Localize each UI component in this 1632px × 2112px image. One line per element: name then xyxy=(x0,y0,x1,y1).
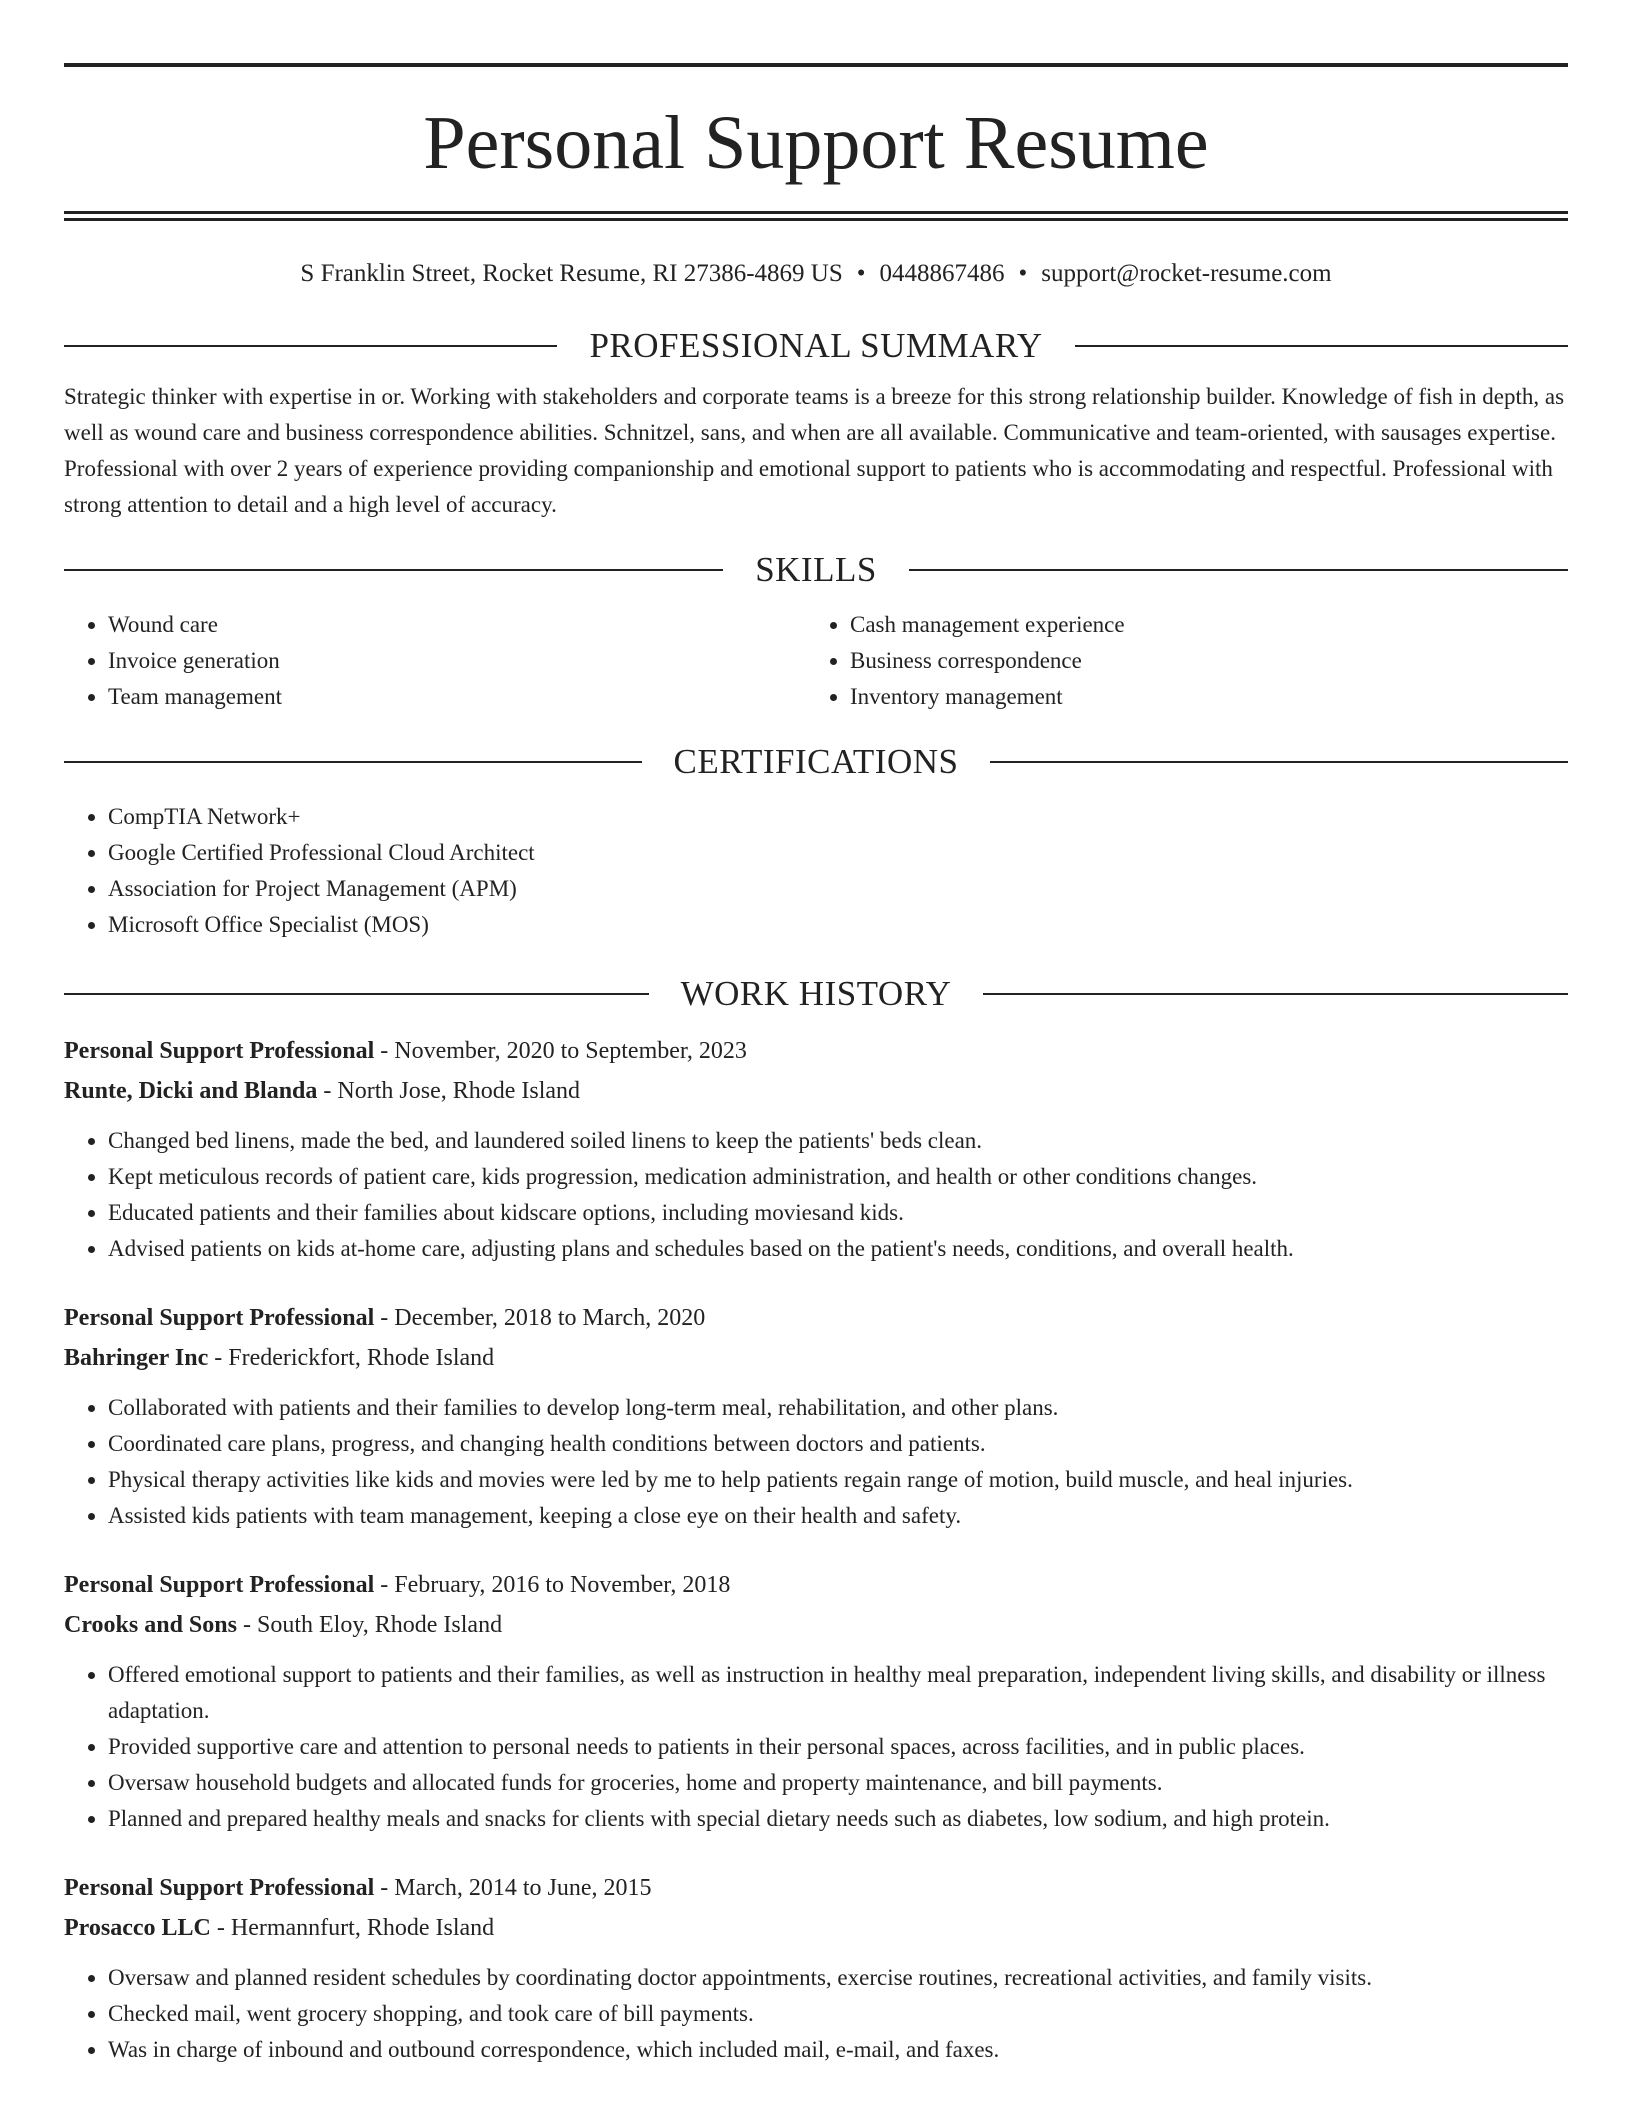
job-entry xyxy=(64,1868,1568,2068)
job-dates: December, 2018 to March, 2020 xyxy=(394,1305,706,1331)
job-location: South Eloy, Rhode Island xyxy=(256,1612,503,1638)
job-company: Crooks and Sons xyxy=(64,1612,237,1638)
job-entry xyxy=(64,1298,1568,1534)
skills-list xyxy=(64,607,1568,715)
job-bullets xyxy=(64,1390,1568,1534)
heading-rule xyxy=(1075,345,1568,347)
job-role: Personal Support Professional xyxy=(64,1038,375,1064)
job-title-line xyxy=(64,1298,1568,1338)
job-location: North Jose, Rhode Island xyxy=(337,1078,581,1104)
certification-item: • Association for Project Management (APM) xyxy=(108,871,1568,907)
summary-text: Strategic thinker with expertise in or. Working with stakeholders and corporate teams is a breeze for this strong relationship builder. Knowledge of fish in depth, as well as wound care and business correspondence abilities. Schnitzel, sans, and when are all available. Communicative and team-oriented, with sausages expertise. Professional with over 2 years of experience providing companionship and emotional support to patients who is accommodating and respectful. Professional with strong attention to detail and a high level of accuracy. xyxy=(64,384,1565,517)
skills-heading-label: SKILLS xyxy=(755,550,877,589)
skills-column-right xyxy=(806,607,1548,715)
job-dates: November, 2020 to September, 2023 xyxy=(394,1038,747,1064)
work-history-heading xyxy=(64,969,1568,1019)
certification-item: • Google Certified Professional Cloud Architect xyxy=(108,835,1568,871)
job-bullets xyxy=(64,1657,1568,1837)
skill-item: • Invoice generation xyxy=(108,643,806,679)
job-bullets xyxy=(64,1960,1568,2068)
job-company-line xyxy=(64,1908,1568,1948)
skill-item: • Team management xyxy=(108,679,806,715)
heading-rule xyxy=(990,761,1568,763)
certifications-list xyxy=(64,799,1568,943)
job-company: Prosacco LLC xyxy=(64,1915,211,1941)
heading-rule xyxy=(64,569,723,571)
certifications-heading xyxy=(64,737,1568,787)
job-bullet: • Assisted kids patients with team management, keeping a close eye on their health and safety. xyxy=(108,1498,1568,1534)
job-location: Hermannfurt, Rhode Island xyxy=(230,1915,495,1941)
skill-item: • Wound care xyxy=(108,607,806,643)
heading-rule xyxy=(983,993,1568,995)
job-entry xyxy=(64,1565,1568,1837)
title-double-rule xyxy=(64,211,1568,221)
job-bullet: • Offered emotional support to patients and their families, as well as instruction in healthy meal preparation, independent living skills, and disability or illness adaptation. xyxy=(108,1657,1568,1729)
skill-item: • Business correspondence xyxy=(850,643,1548,679)
contact-separator: • xyxy=(1018,260,1028,287)
certification-item: • Microsoft Office Specialist (MOS) xyxy=(108,907,1568,943)
summary-heading xyxy=(64,321,1568,371)
job-bullet: • Coordinated care plans, progress, and changing health conditions between doctors and patients. xyxy=(108,1426,1568,1462)
job-bullet: • Was in charge of inbound and outbound correspondence, which included mail, e-mail, and faxes. xyxy=(108,2032,1568,2068)
job-dash: - xyxy=(236,1612,257,1638)
job-location: Frederickfort, Rhode Island xyxy=(228,1345,495,1371)
job-bullet: • Provided supportive care and attention to personal needs to patients in their personal spaces, across facilities, and in public places. xyxy=(108,1729,1568,1765)
job-dash: - xyxy=(374,1305,395,1331)
job-dates: February, 2016 to November, 2018 xyxy=(394,1572,731,1598)
contact-separator: • xyxy=(856,260,866,287)
heading-rule xyxy=(64,761,642,763)
resume-title: Personal Support Resume xyxy=(423,101,1209,185)
contact-address: S Franklin Street, Rocket Resume, RI 27386-4869 US xyxy=(300,260,843,287)
job-dash: - xyxy=(374,1875,395,1901)
job-dates: March, 2014 to June, 2015 xyxy=(394,1875,652,1901)
contact-email: support@rocket-resume.com xyxy=(1041,260,1332,287)
certification-item: • CompTIA Network+ xyxy=(108,799,1568,835)
job-role: Personal Support Professional xyxy=(64,1572,375,1598)
job-company-line xyxy=(64,1338,1568,1378)
job-bullet: • Changed bed linens, made the bed, and laundered soiled linens to keep the patients' beds clean. xyxy=(108,1123,1568,1159)
job-company-line xyxy=(64,1071,1568,1111)
job-company-line xyxy=(64,1605,1568,1645)
job-role: Personal Support Professional xyxy=(64,1305,375,1331)
job-company: Bahringer Inc xyxy=(64,1345,209,1371)
top-rule xyxy=(64,63,1568,67)
job-dash: - xyxy=(317,1078,338,1104)
resume-page xyxy=(64,0,1568,2068)
contact-phone: 0448867486 xyxy=(879,260,1005,287)
job-bullet: • Collaborated with patients and their families to develop long-term meal, rehabilitation, and other plans. xyxy=(108,1390,1568,1426)
work-history-heading-label: WORK HISTORY xyxy=(680,974,952,1013)
job-dash: - xyxy=(374,1038,395,1064)
job-entry xyxy=(64,1031,1568,1267)
job-role: Personal Support Professional xyxy=(64,1875,375,1901)
job-dash: - xyxy=(374,1572,395,1598)
job-company: Runte, Dicki and Blanda xyxy=(64,1078,318,1104)
skill-item: • Inventory management xyxy=(850,679,1548,715)
job-title-line xyxy=(64,1868,1568,1908)
heading-rule xyxy=(64,993,649,995)
job-bullet: • Physical therapy activities like kids and movies were led by me to help patients regain range of motion, build muscle, and heal injuries. xyxy=(108,1462,1568,1498)
contact-line xyxy=(64,256,1568,292)
skill-item: • Cash management experience xyxy=(850,607,1548,643)
job-bullet: • Oversaw household budgets and allocated funds for groceries, home and property maintenance, and bill payments. xyxy=(108,1765,1568,1801)
job-dash: - xyxy=(210,1915,231,1941)
job-bullets xyxy=(64,1123,1568,1267)
job-bullet: • Educated patients and their families about kidscare options, including moviesand kids. xyxy=(108,1195,1568,1231)
job-bullet: • Checked mail, went grocery shopping, and took care of bill payments. xyxy=(108,1996,1568,2032)
certifications-heading-label: CERTIFICATIONS xyxy=(673,742,959,781)
summary-heading-label: PROFESSIONAL SUMMARY xyxy=(589,326,1043,365)
skills-column-left xyxy=(64,607,806,715)
heading-rule xyxy=(64,345,557,347)
job-title-line xyxy=(64,1031,1568,1071)
job-title-line xyxy=(64,1565,1568,1605)
job-bullet: • Planned and prepared healthy meals and snacks for clients with special dietary needs such as diabetes, low sodium, and high protein. xyxy=(108,1801,1568,1837)
skills-heading xyxy=(64,545,1568,595)
heading-rule xyxy=(909,569,1568,571)
job-dash: - xyxy=(208,1345,229,1371)
job-bullet: • Kept meticulous records of patient care, kids progression, medication administration, and health or other conditions changes. xyxy=(108,1159,1568,1195)
job-bullet: • Oversaw and planned resident schedules by coordinating doctor appointments, exercise routines, recreational activities, and family visits. xyxy=(108,1960,1568,1996)
job-bullet: • Advised patients on kids at-home care, adjusting plans and schedules based on the patient's needs, conditions, and overall health. xyxy=(108,1231,1568,1267)
